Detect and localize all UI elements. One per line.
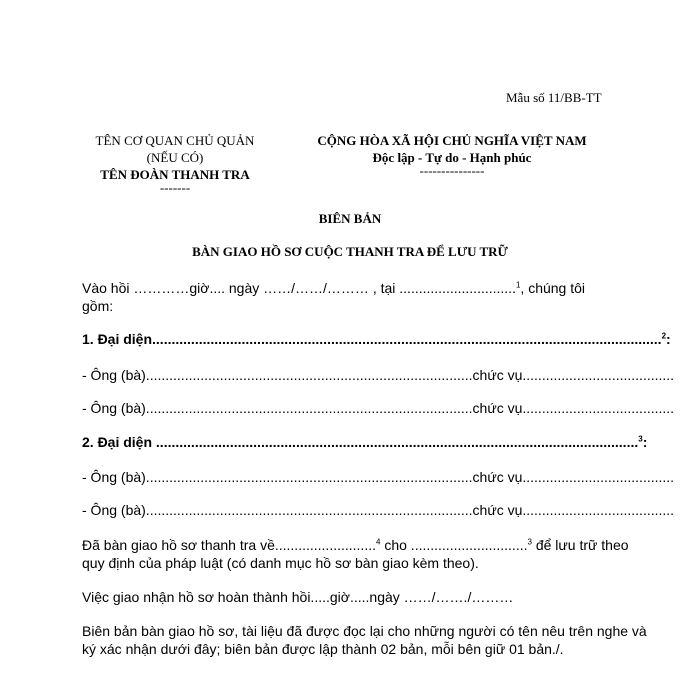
representative-2-label: 2. Đại diện — [82, 434, 156, 450]
representative-1-label: 1. Đại diện — [82, 331, 153, 347]
person-line-1: - Ông (bà)....................................................................................chức vụ....................................... — [82, 367, 675, 383]
representative-2 — [82, 434, 647, 450]
representative-2-colon: : — [642, 434, 648, 450]
person-line-4: - Ông (bà)....................................................................................chức vụ....................................... — [82, 502, 675, 518]
inspection-team-name: TÊN ĐOÀN THANH TRA — [100, 167, 250, 182]
document-title: BIÊN BẢN — [318, 211, 382, 226]
footnote-1: 1 — [515, 280, 521, 290]
left-header — [70, 132, 280, 193]
footnote-2: 2 — [661, 331, 667, 341]
left-header-rule: ------- — [159, 180, 191, 195]
handover-line-1 — [82, 537, 629, 553]
intro-line-2: gồm: — [82, 298, 114, 314]
representative-1-colon: : — [666, 331, 671, 347]
national-motto: Độc lập - Tự do - Hạnh phúc — [372, 150, 532, 165]
intro-tail: , chúng tôi — [520, 280, 586, 296]
closing-line-2: ký xác nhận dưới đây; biên bản được lập thành 02 bản, mỗi bên giữ 01 bản./. — [82, 641, 564, 657]
closing-line-1: Biên bản bàn giao hồ sơ, tài liệu đã được đọc lại cho những người có tên nêu trên nghe và — [82, 623, 647, 639]
representative-2-dots: ............................................................................................................................ — [155, 434, 639, 450]
intro-text: Vào hồi …………giờ.... ngày ……/……/……… , tại .............................. — [82, 280, 516, 296]
footnote-4: 4 — [376, 537, 381, 547]
handover-part-2: cho .............................. — [380, 537, 528, 553]
form-number: Mẫu số 11/BB-TT — [506, 90, 602, 105]
agency-note: (NẾU CÓ) — [146, 150, 204, 165]
representative-1 — [82, 331, 671, 347]
representative-1-dots: ................................................................................................................................... — [152, 331, 662, 347]
handover-line-2: quy định của pháp luật (có danh mục hồ sơ bàn giao kèm theo). — [82, 555, 479, 571]
completion-line: Việc giao nhận hồ sơ hoàn thành hồi.....giờ.....ngày ……/……./……… — [82, 589, 514, 605]
document-subtitle: BÀN GIAO HỒ SƠ CUỘC THANH TRA ĐỂ LƯU TRỮ — [192, 244, 508, 259]
person-line-2: - Ông (bà)....................................................................................chức vụ....................................... — [82, 400, 675, 416]
right-header-rule: --------------- — [419, 163, 485, 178]
agency-name: TÊN CƠ QUAN CHỦ QUẢN — [95, 133, 255, 148]
right-header — [282, 132, 622, 176]
handover-part-3: để lưu trữ theo — [531, 537, 629, 553]
intro-line — [82, 280, 585, 296]
person-line-3: - Ông (bà)....................................................................................chức vụ....................................... — [82, 469, 675, 485]
national-title: CỘNG HÒA XÃ HỘI CHỦ NGHĨA VIỆT NAM — [317, 133, 587, 148]
footnote-3: 3 — [638, 434, 643, 444]
handover-part-1: Đã bàn giao hồ sơ thanh tra về.......................... — [82, 537, 376, 553]
footnote-3-ref: 3 — [527, 537, 532, 547]
